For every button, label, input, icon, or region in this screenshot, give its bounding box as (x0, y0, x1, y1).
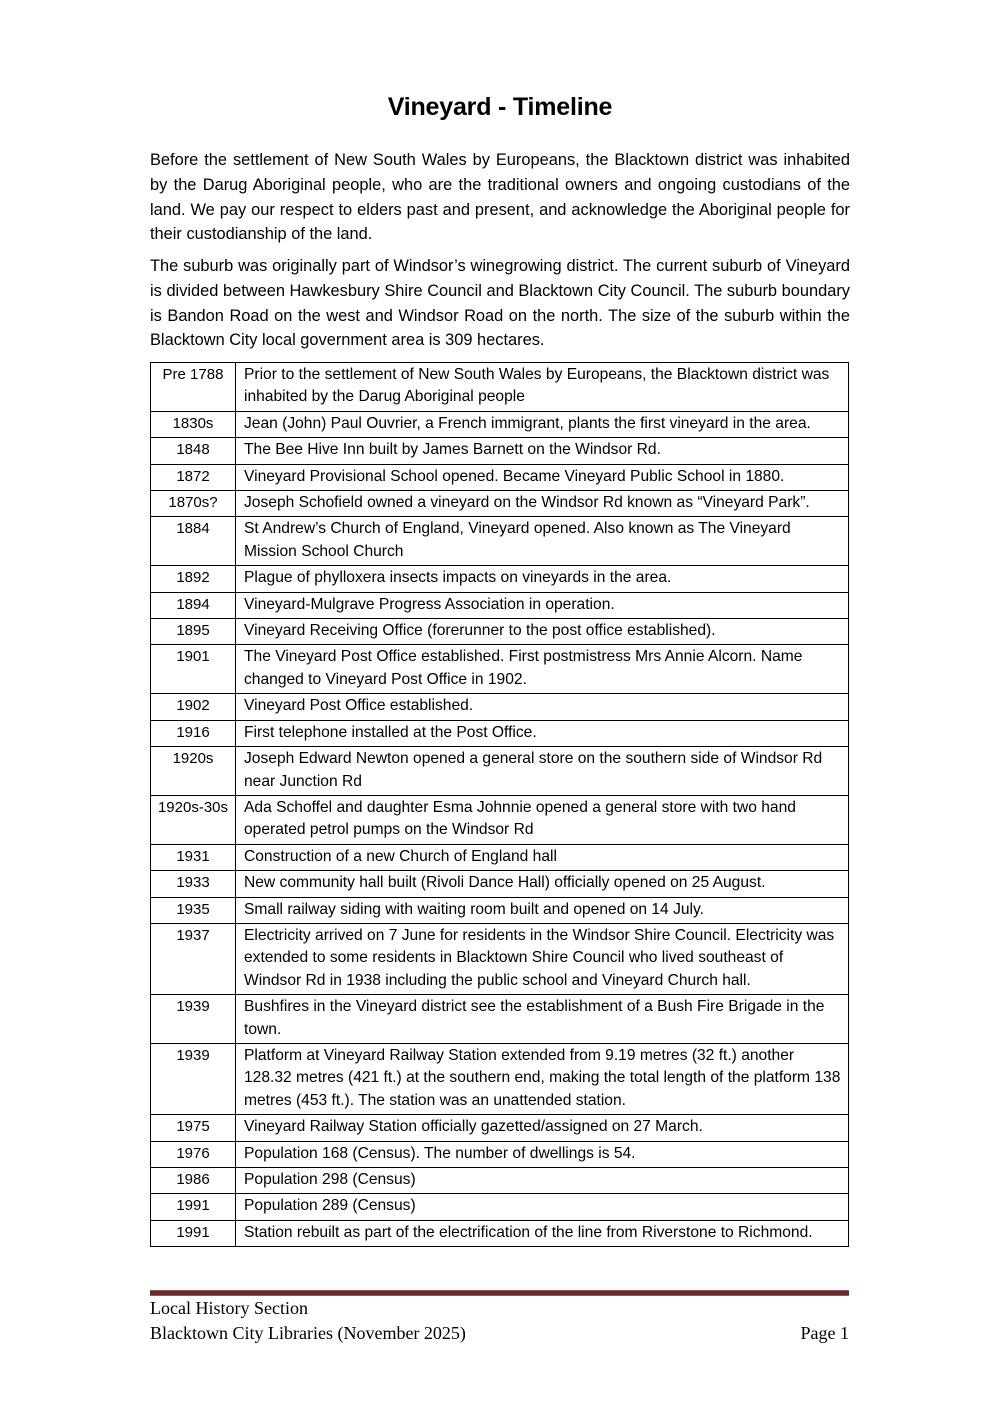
table-row (151, 363, 849, 412)
table-row (151, 795, 849, 844)
page-number: Page 1 (800, 1323, 849, 1343)
timeline-year: 1935 (151, 897, 236, 923)
timeline-year: 1902 (151, 694, 236, 720)
table-row (151, 720, 849, 746)
footer-line-2-wrapper (150, 1321, 849, 1346)
timeline-event: Population 168 (Census). The number of dwellings is 54. (236, 1141, 849, 1167)
table-row (151, 995, 849, 1044)
timeline-year: 1901 (151, 645, 236, 694)
timeline-year: 1939 (151, 1043, 236, 1114)
timeline-event: Joseph Schofield owned a vineyard on the Windsor Rd known as “Vineyard Park”. (236, 491, 849, 517)
table-row (151, 592, 849, 618)
table-row (151, 923, 849, 994)
timeline-year: 1920s (151, 747, 236, 796)
timeline-event: The Vineyard Post Office established. First postmistress Mrs Annie Alcorn. Name changed to Vineyard Post Office in 1902. (236, 645, 849, 694)
timeline-year: 1920s-30s (151, 795, 236, 844)
table-row (151, 517, 849, 566)
table-row (151, 645, 849, 694)
table-row (151, 464, 849, 490)
timeline-year: 1991 (151, 1194, 236, 1220)
page-footer (150, 1296, 849, 1346)
timeline-year: 1991 (151, 1220, 236, 1246)
timeline-year: 1884 (151, 517, 236, 566)
table-row (151, 411, 849, 437)
timeline-year: 1976 (151, 1141, 236, 1167)
timeline-event: Vineyard Provisional School opened. Became Vineyard Public School in 1880. (236, 464, 849, 490)
timeline-year: 1830s (151, 411, 236, 437)
timeline-table (150, 362, 849, 1247)
intro-paragraph-1: Before the settlement of New South Wales by Europeans, the Blacktown district was inhabited by the Darug Aboriginal people, who are the traditional owners and ongoing custodians of the land. We pay our respect to elders past and present, and acknowledge the Aboriginal people for their custodianship of the land. (150, 151, 850, 244)
timeline-event: Ada Schoffel and daughter Esma Johnnie opened a general store with two hand operated petrol pumps on the Windsor Rd (236, 795, 849, 844)
table-row (151, 1168, 849, 1194)
timeline-event: Vineyard Railway Station officially gazetted/assigned on 27 March. (236, 1115, 849, 1141)
table-row (151, 871, 849, 897)
timeline-event: New community hall built (Rivoli Dance Hall) officially opened on 25 August. (236, 871, 849, 897)
table-row (151, 566, 849, 592)
footer-line-1: Local History Section (150, 1298, 308, 1318)
timeline-event: Vineyard Receiving Office (forerunner to the post office established). (236, 619, 849, 645)
timeline-year: 1975 (151, 1115, 236, 1141)
table-row (151, 438, 849, 464)
timeline-year: 1916 (151, 720, 236, 746)
timeline-event: Electricity arrived on 7 June for residents in the Windsor Shire Council. Electricity was extended to some residents in Blacktown Shire Council who lived southeast of Windsor Rd in 1938 including the public school and Vineyard Church hall. (236, 923, 849, 994)
page-title: Vineyard - Timeline (387, 92, 613, 121)
timeline-event: St Andrew’s Church of England, Vineyard opened. Also known as The Vineyard Mission School Church (236, 517, 849, 566)
timeline-event: Platform at Vineyard Railway Station extended from 9.19 metres (32 ft.) another 128.32 metres (421 ft.) at the southern end, making the total length of the platform 138 metres (453 ft.). The station was an unattended station. (236, 1043, 849, 1114)
timeline-event: Population 289 (Census) (236, 1194, 849, 1220)
timeline-year: 1894 (151, 592, 236, 618)
table-row (151, 747, 849, 796)
timeline-year: 1848 (151, 438, 236, 464)
timeline-table-body (151, 363, 849, 1247)
table-row (151, 694, 849, 720)
table-row (151, 1194, 849, 1220)
footer-line-2: Blacktown City Libraries (November 2025) (150, 1323, 466, 1343)
timeline-event: Joseph Edward Newton opened a general store on the southern side of Windsor Rd near Junction Rd (236, 747, 849, 796)
timeline-year: 1939 (151, 995, 236, 1044)
table-row (151, 1043, 849, 1114)
timeline-year: 1895 (151, 619, 236, 645)
timeline-event: Population 298 (Census) (236, 1168, 849, 1194)
timeline-event: Vineyard-Mulgrave Progress Association in operation. (236, 592, 849, 618)
timeline-event: First telephone installed at the Post Office. (236, 720, 849, 746)
table-row (151, 1141, 849, 1167)
timeline-year: 1892 (151, 566, 236, 592)
timeline-event: The Bee Hive Inn built by James Barnett on the Windsor Rd. (236, 438, 849, 464)
timeline-event: Bushfires in the Vineyard district see the establishment of a Bush Fire Brigade in the town. (236, 995, 849, 1044)
timeline-year: 1986 (151, 1168, 236, 1194)
table-row (151, 1220, 849, 1246)
timeline-event: Jean (John) Paul Ouvrier, a French immigrant, plants the first vineyard in the area. (236, 411, 849, 437)
timeline-event: Small railway siding with waiting room built and opened on 14 July. (236, 897, 849, 923)
timeline-event: Station rebuilt as part of the electrification of the line from Riverstone to Richmond. (236, 1220, 849, 1246)
intro-paragraph-2: The suburb was originally part of Windsor’s winegrowing district. The current suburb of Vineyard is divided between Hawkesbury Shire Council and Blacktown City Council. The suburb boundary is Bandon Road on the west and Windsor Road on the north. The size of the suburb within the Blacktown City local government area is 309 hectares. (150, 257, 850, 350)
timeline-year: 1872 (151, 464, 236, 490)
timeline-year: Pre 1788 (151, 363, 236, 412)
table-row (151, 844, 849, 870)
timeline-year: 1870s? (151, 491, 236, 517)
timeline-event: Plague of phylloxera insects impacts on vineyards in the area. (236, 566, 849, 592)
timeline-event: Vineyard Post Office established. (236, 694, 849, 720)
table-row (151, 897, 849, 923)
timeline-year: 1933 (151, 871, 236, 897)
table-row (151, 1115, 849, 1141)
table-row (151, 491, 849, 517)
table-row (151, 619, 849, 645)
timeline-event: Prior to the settlement of New South Wales by Europeans, the Blacktown district was inhabited by the Darug Aboriginal people (236, 363, 849, 412)
timeline-event: Construction of a new Church of England hall (236, 844, 849, 870)
timeline-year: 1937 (151, 923, 236, 994)
timeline-year: 1931 (151, 844, 236, 870)
